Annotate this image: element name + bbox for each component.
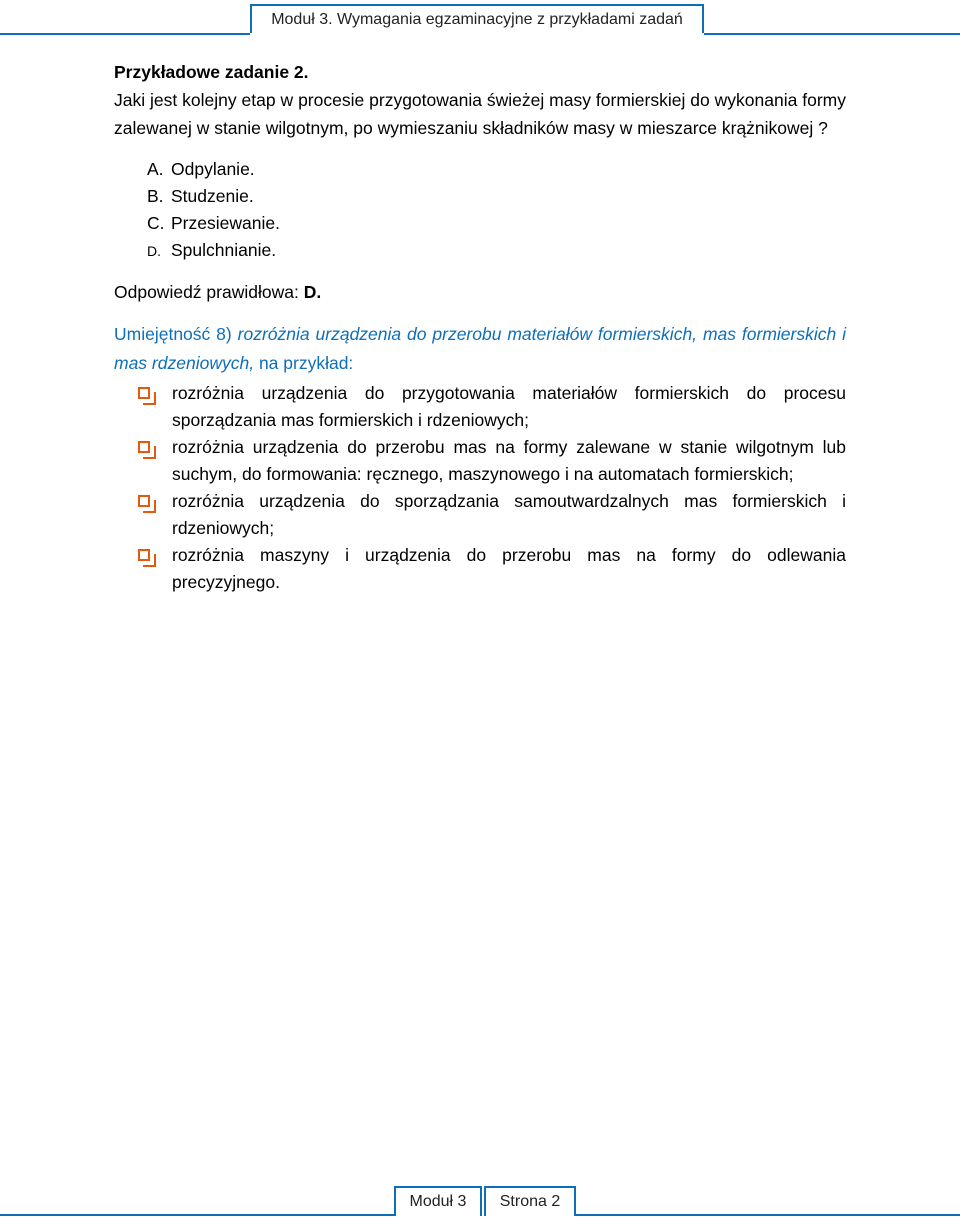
task-question: Jaki jest kolejny etap w procesie przygotowania świeżej masy formierskiej do wykonania formy zalewanej w stanie wilgotnym, po wymieszaniu składników masy w mieszarce krążnikowej ? (114, 90, 846, 138)
list-item (114, 488, 846, 542)
list-item (114, 434, 846, 488)
page-footer (0, 1186, 960, 1216)
answer-label: Odpowiedź prawidłowa: (114, 282, 299, 302)
skill-description: rozróżnia urządzenia do przerobu materiałów formierskich, mas formierskich i mas rdzeniowych, (114, 324, 846, 373)
footer-rule-right (576, 1214, 960, 1216)
header-title: Moduł 3. Wymagania egzaminacyjne z przykładami zadań (250, 4, 704, 33)
option-letter: C. (147, 213, 165, 233)
page-content (114, 58, 846, 596)
page-header (0, 0, 960, 40)
answer-options (147, 156, 846, 265)
bullet-text: rozróżnia urządzenia do sporządzania samoutwardzalnych mas formierskich i rdzeniowych; (172, 491, 846, 538)
bullet-text: rozróżnia urządzenia do przygotowania materiałów formierskich do procesu sporządzania mas formierskich i rdzeniowych; (172, 383, 846, 430)
header-rule-right (704, 33, 960, 35)
checkbox-bullet-icon (138, 387, 150, 399)
checkbox-bullet-icon (138, 441, 150, 453)
option-letter: B. (147, 186, 164, 206)
checkbox-bullet-icon (138, 495, 150, 507)
footer-page-number: Strona 2 (484, 1186, 576, 1216)
option-text: Przesiewanie. (171, 213, 280, 233)
skill-suffix: na przykład: (258, 353, 354, 373)
checkbox-bullet-icon (138, 549, 150, 561)
option-text: Odpylanie. (171, 159, 255, 179)
option-d (147, 237, 846, 265)
option-letter: A. (147, 159, 164, 179)
list-item (114, 380, 846, 434)
option-letter: D. (147, 243, 161, 259)
bullet-text: rozróżnia urządzenia do przerobu mas na formy zalewane w stanie wilgotnym lub suchym, do formowania: ręcznego, maszynowego i na automatach formierskich; (172, 437, 846, 484)
bullet-text: rozróżnia maszyny i urządzenia do przerobu mas na formy do odlewania precyzyjnego. (172, 545, 846, 592)
option-c (147, 210, 846, 237)
answer-value: D. (303, 282, 322, 302)
footer-module: Moduł 3 (394, 1186, 482, 1216)
correct-answer (114, 278, 846, 306)
skill-statement (114, 320, 846, 378)
option-b (147, 183, 846, 210)
task-title: Przykładowe zadanie 2. (114, 62, 309, 82)
list-item (114, 542, 846, 596)
option-text: Spulchnianie. (171, 240, 277, 260)
skill-prefix: Umiejętność 8) (114, 324, 232, 344)
option-a (147, 156, 846, 183)
option-text: Studzenie. (171, 186, 254, 206)
footer-rule-left (0, 1214, 394, 1216)
header-rule-left (0, 33, 250, 35)
skill-bullets (114, 380, 846, 596)
